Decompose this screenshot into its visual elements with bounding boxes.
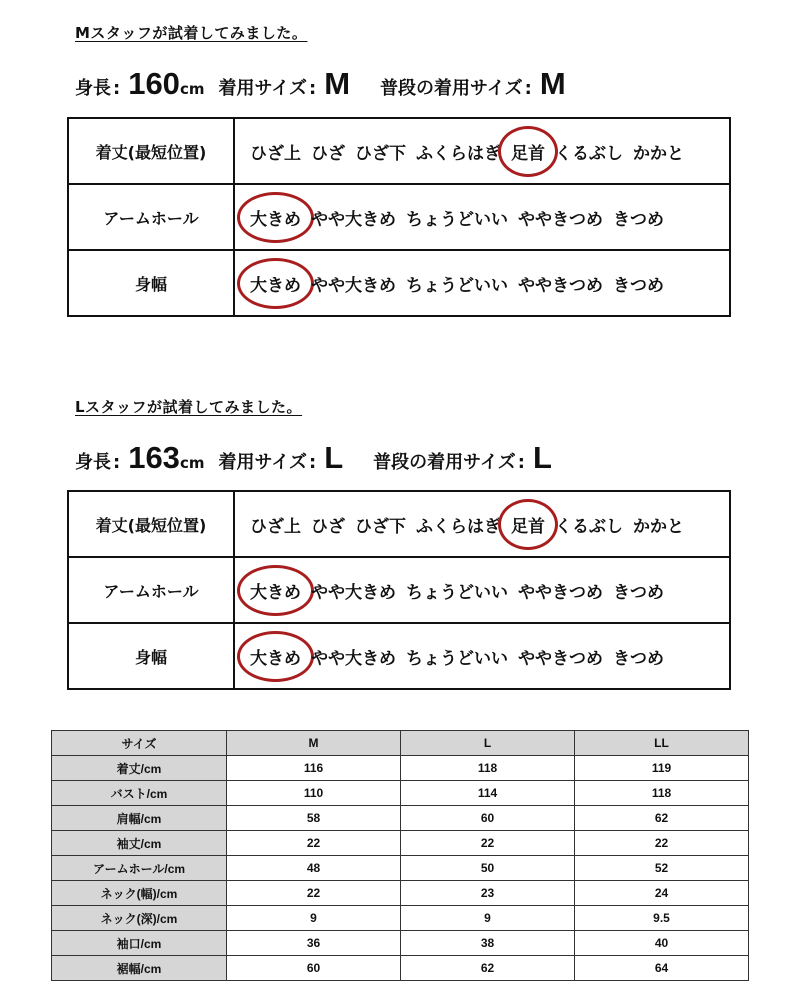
size-cell: 50 bbox=[401, 856, 575, 881]
fit-option: ふくらはぎ bbox=[416, 516, 501, 537]
fit-option: かかと bbox=[633, 516, 684, 537]
size-table-row bbox=[52, 906, 749, 931]
size-label: 着用サイズ bbox=[218, 452, 308, 473]
size-cell: 52 bbox=[575, 856, 749, 881]
fit-row-label: アームホール bbox=[68, 184, 234, 250]
size-table bbox=[51, 730, 749, 981]
size-row-label: 肩幅/cm bbox=[52, 806, 227, 831]
fit-option: かかと bbox=[633, 143, 684, 164]
fit-option: きつめ bbox=[613, 582, 664, 603]
height-label: 身長 bbox=[75, 78, 111, 99]
size-cell: 22 bbox=[227, 881, 401, 906]
fit-option: ひざ bbox=[311, 516, 345, 537]
size-cell: 22 bbox=[575, 831, 749, 856]
fit-option-selected: 大きめ bbox=[245, 644, 306, 669]
colon: : bbox=[113, 452, 121, 473]
fit-option: やや大きめ bbox=[311, 648, 396, 669]
fit-options bbox=[234, 250, 730, 316]
fit-option: ふくらはぎ bbox=[416, 143, 501, 164]
fit-option-selected: 大きめ bbox=[245, 271, 306, 296]
size-cell: 22 bbox=[227, 831, 401, 856]
colon: : bbox=[113, 78, 121, 99]
size-table-row bbox=[52, 856, 749, 881]
size-cell: 9.5 bbox=[575, 906, 749, 931]
size-cell: 23 bbox=[401, 881, 575, 906]
fit-option-selected: 大きめ bbox=[245, 205, 306, 230]
size-cell: 40 bbox=[575, 931, 749, 956]
size-cell: 114 bbox=[401, 781, 575, 806]
fit-options bbox=[234, 491, 730, 557]
fit-option: きつめ bbox=[613, 648, 664, 669]
size-table-header bbox=[52, 731, 749, 756]
colon: : bbox=[517, 452, 525, 473]
size-table-row bbox=[52, 931, 749, 956]
size-row-label: 着丈/cm bbox=[52, 756, 227, 781]
size-table-row bbox=[52, 806, 749, 831]
size-cell: 24 bbox=[575, 881, 749, 906]
size-row-label: 袖丈/cm bbox=[52, 831, 227, 856]
size-cell: 118 bbox=[401, 756, 575, 781]
section-title-m: Mスタッフが試着してみました。 bbox=[75, 24, 308, 42]
size-cell: 9 bbox=[401, 906, 575, 931]
usual-size-value: L bbox=[532, 440, 552, 475]
fit-option: ちょうどいい bbox=[406, 648, 508, 669]
size-value: M bbox=[324, 66, 351, 101]
fit-row-label: 身幅 bbox=[68, 250, 234, 316]
size-cell: 110 bbox=[227, 781, 401, 806]
fit-option: きつめ bbox=[613, 275, 664, 296]
size-cell: 36 bbox=[227, 931, 401, 956]
colon: : bbox=[524, 78, 532, 99]
size-row-label: 袖口/cm bbox=[52, 931, 227, 956]
section-title-l: Lスタッフが試着してみました。 bbox=[75, 398, 303, 416]
height-value: 163 bbox=[128, 440, 180, 475]
fit-row-label: 着丈(最短位置) bbox=[68, 118, 234, 184]
size-cell: 60 bbox=[401, 806, 575, 831]
size-header-cell: サイズ bbox=[52, 731, 227, 756]
size-header-cell: LL bbox=[575, 731, 749, 756]
fit-option: くるぶし bbox=[555, 143, 623, 164]
size-cell: 58 bbox=[227, 806, 401, 831]
size-table-row bbox=[52, 831, 749, 856]
fit-option: くるぶし bbox=[555, 516, 623, 537]
fit-option: ややきつめ bbox=[518, 582, 603, 603]
size-row-label: アームホール/cm bbox=[52, 856, 227, 881]
size-row-label: ネック(深)/cm bbox=[52, 906, 227, 931]
fit-row-label: アームホール bbox=[68, 557, 234, 623]
fit-row-label: 身幅 bbox=[68, 623, 234, 689]
colon: : bbox=[309, 78, 317, 99]
fit-option: ややきつめ bbox=[518, 209, 603, 230]
fit-option: やや大きめ bbox=[311, 582, 396, 603]
fit-option: やや大きめ bbox=[311, 275, 396, 296]
size-cell: 48 bbox=[227, 856, 401, 881]
usual-size-label: 普段の着用サイズ bbox=[373, 452, 516, 473]
size-cell: 119 bbox=[575, 756, 749, 781]
fit-option: ややきつめ bbox=[518, 648, 603, 669]
size-table-row bbox=[52, 881, 749, 906]
fit-row bbox=[68, 250, 730, 316]
fit-row-label: 着丈(最短位置) bbox=[68, 491, 234, 557]
profile-line-l bbox=[75, 440, 552, 476]
size-row-label: バスト/cm bbox=[52, 781, 227, 806]
fit-row bbox=[68, 623, 730, 689]
size-header-cell: L bbox=[401, 731, 575, 756]
fit-row bbox=[68, 491, 730, 557]
usual-size-value: M bbox=[539, 66, 566, 101]
size-label: 着用サイズ bbox=[218, 78, 308, 99]
fit-option: きつめ bbox=[613, 209, 664, 230]
fit-option-selected: 足首 bbox=[506, 139, 550, 164]
height-unit: cm bbox=[179, 80, 205, 98]
usual-size-label: 普段の着用サイズ bbox=[380, 78, 523, 99]
size-row-label: 裾幅/cm bbox=[52, 956, 227, 981]
fit-options bbox=[234, 557, 730, 623]
size-table-row bbox=[52, 756, 749, 781]
fit-option: ひざ bbox=[311, 143, 345, 164]
size-cell: 62 bbox=[401, 956, 575, 981]
fit-option-selected: 足首 bbox=[506, 512, 550, 537]
fit-option: ちょうどいい bbox=[406, 582, 508, 603]
size-table-row bbox=[52, 781, 749, 806]
size-cell: 38 bbox=[401, 931, 575, 956]
fit-row bbox=[68, 184, 730, 250]
height-value: 160 bbox=[128, 66, 180, 101]
size-value: L bbox=[324, 440, 344, 475]
fit-option: ひざ上 bbox=[250, 516, 301, 537]
fit-option: ひざ下 bbox=[355, 516, 406, 537]
fit-option: ややきつめ bbox=[518, 275, 603, 296]
fit-table-l bbox=[67, 490, 731, 690]
fit-option: やや大きめ bbox=[311, 209, 396, 230]
size-cell: 62 bbox=[575, 806, 749, 831]
size-cell: 22 bbox=[401, 831, 575, 856]
fit-option: ちょうどいい bbox=[406, 275, 508, 296]
size-cell: 64 bbox=[575, 956, 749, 981]
fit-option-selected: 大きめ bbox=[245, 578, 306, 603]
fit-option: ひざ上 bbox=[250, 143, 301, 164]
profile-line-m bbox=[75, 66, 566, 102]
size-cell: 60 bbox=[227, 956, 401, 981]
fit-options bbox=[234, 623, 730, 689]
size-cell: 118 bbox=[575, 781, 749, 806]
fit-table-m bbox=[67, 117, 731, 317]
size-cell: 9 bbox=[227, 906, 401, 931]
size-header-cell: M bbox=[227, 731, 401, 756]
fit-option: ちょうどいい bbox=[406, 209, 508, 230]
size-row-label: ネック(幅)/cm bbox=[52, 881, 227, 906]
height-unit: cm bbox=[179, 454, 205, 472]
colon: : bbox=[309, 452, 317, 473]
fit-options bbox=[234, 118, 730, 184]
height-label: 身長 bbox=[75, 452, 111, 473]
size-table-row bbox=[52, 956, 749, 981]
fit-row bbox=[68, 557, 730, 623]
fit-options bbox=[234, 184, 730, 250]
size-cell: 116 bbox=[227, 756, 401, 781]
fit-row bbox=[68, 118, 730, 184]
fit-option: ひざ下 bbox=[355, 143, 406, 164]
